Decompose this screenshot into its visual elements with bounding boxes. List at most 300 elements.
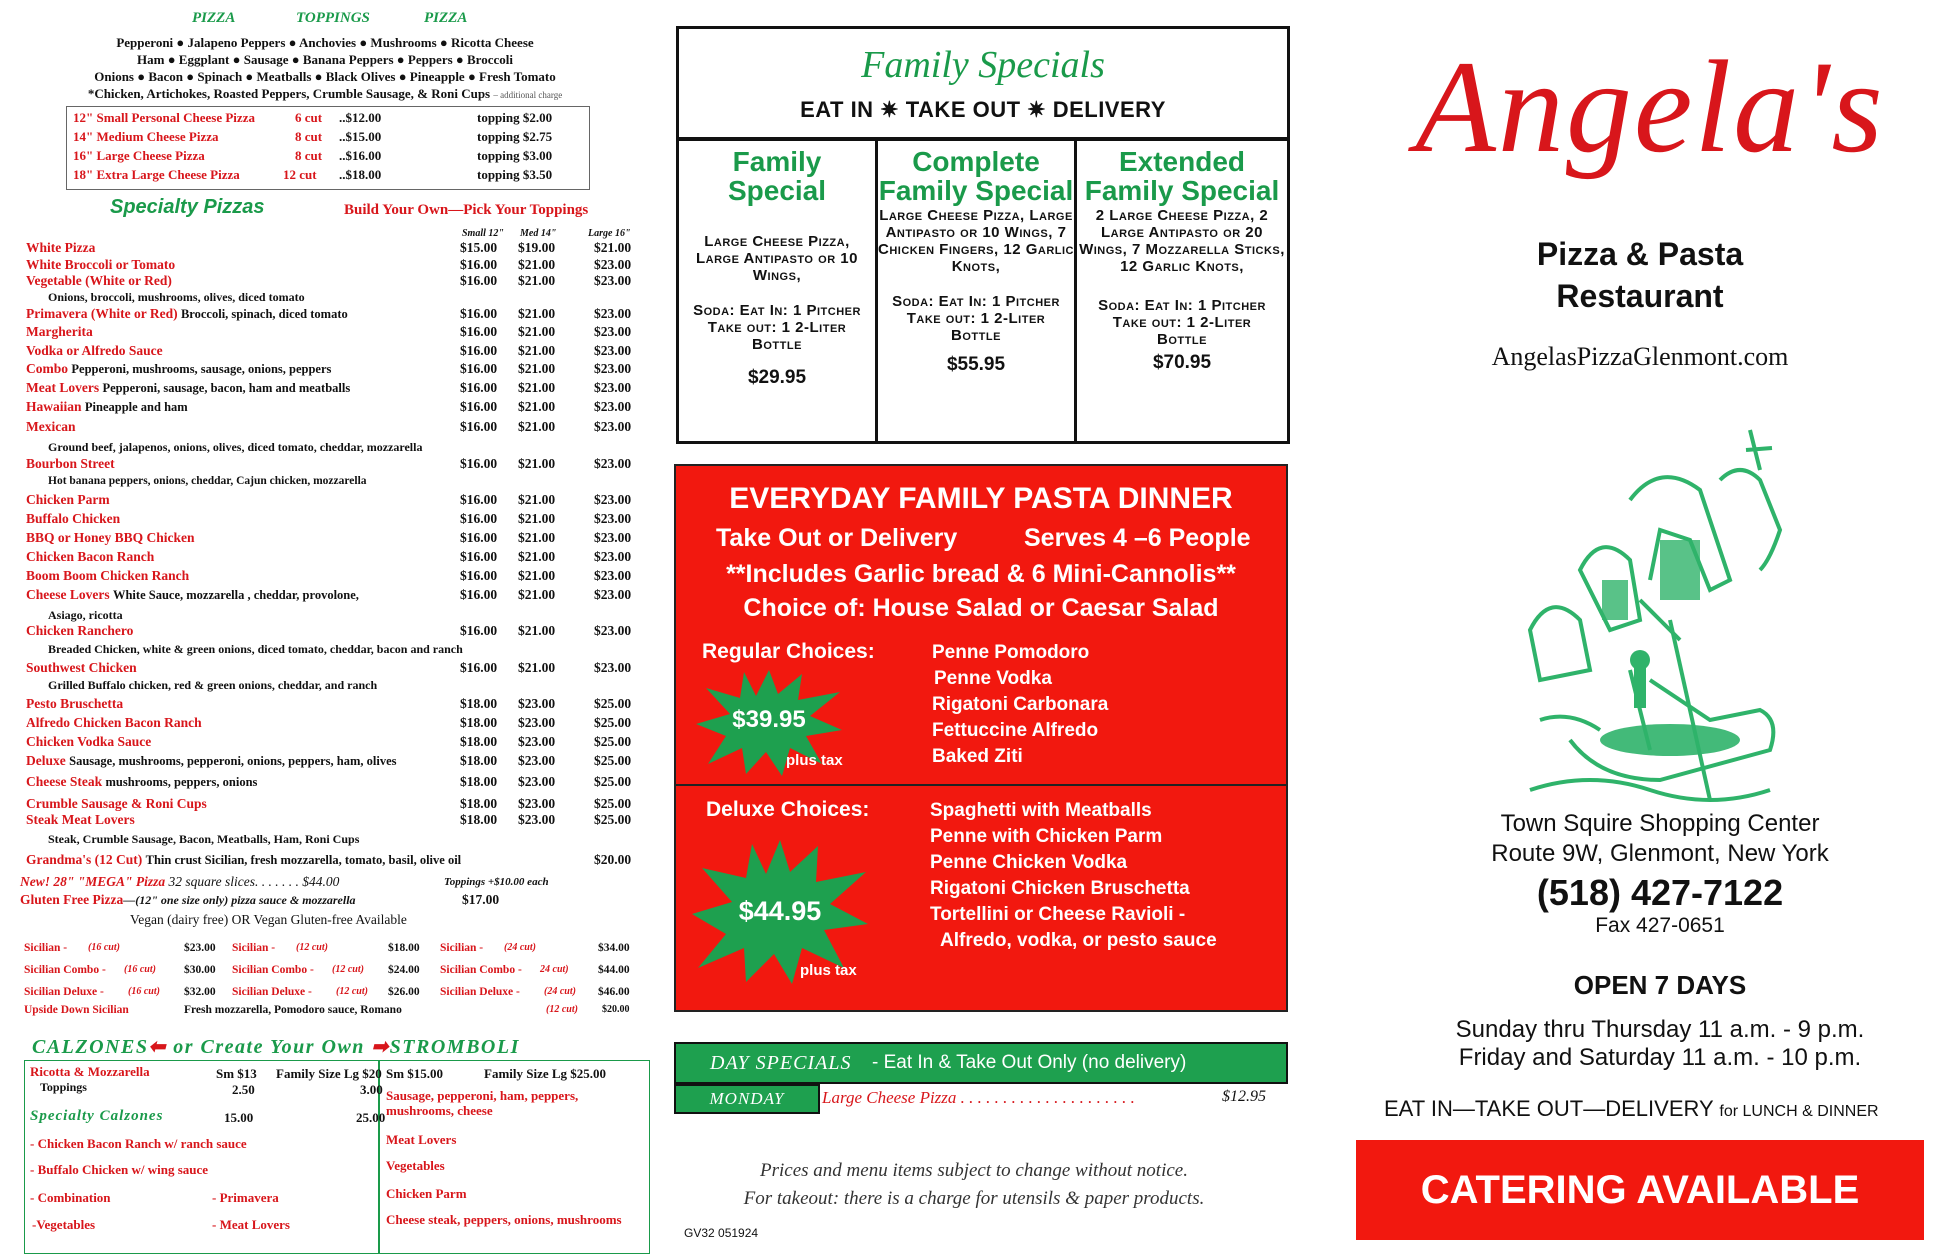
size-row [73,110,583,128]
item-price: $23.00 [594,568,632,583]
size-price: ..$12.00 [339,110,382,125]
calzone-item: - Primavera [212,1190,279,1205]
monday-label: MONDAY [674,1084,820,1114]
item-price: $16.00 [460,324,498,339]
item-name: BBQ or Honey BBQ Chicken [26,530,195,545]
item-cut: (16 cut) [88,942,120,953]
item-name: Deluxe [26,753,66,768]
special-body: 2 Large Cheese Pizza, 2 Large Antipasto or 20 Wings, 7 Mozzarella Sticks, 12 Garlic Knots, [1079,207,1285,275]
item-price: $23.00 [594,456,632,471]
item-description: Steak, Crumble Sausage, Bacon, Meatballs, Ham, Roni Cups [48,832,360,846]
item-name: Hawaiian [26,399,82,414]
item-price: $21.00 [518,511,556,526]
calzone-item: -Vegetables [32,1217,96,1232]
item-name: Chicken Vodka Sauce [26,734,152,749]
item-price: $17.00 [462,892,500,907]
size-cut: 8 cut [295,129,323,144]
item-cut: (12 cut) [296,942,328,953]
size-name: 16" Large Cheese Pizza [73,148,205,163]
item-name: Sicilian - [440,942,484,954]
item-price: $16.00 [460,587,498,602]
create-own-label: or Create Your Own [173,1036,365,1058]
item-price: $25.00 [594,734,632,749]
size-row [73,167,583,185]
item-price: $23.00 [518,774,556,789]
item-price: $16.00 [460,273,498,288]
item-price: $23.00 [594,419,632,434]
item-price: $16.00 [460,343,498,358]
plus-tax: plus tax [800,962,857,979]
item-description: Onions, broccoli, mushrooms, olives, diced tomato [48,290,305,304]
item-name: Pesto Bruschetta [26,696,124,711]
item-price: $23.00 [594,306,632,321]
special-price: $29.95 [747,367,807,388]
item-name: Combo [26,361,69,376]
family-specials-header [676,26,1290,140]
pasta-includes: **Includes Garlic bread & 6 Mini-Cannolis** [726,560,1236,588]
item-name: Crumble Sausage & Roni Cups [26,796,207,811]
item-name: Sicilian Deluxe - [232,986,312,998]
specialty-pizza-row [26,623,646,641]
pasta-option: Penne with Chicken Parm [930,826,1163,847]
item-price: $23.00 [518,796,556,811]
item-desc: Pepperoni, sausage, bacon, ham and meatballs [102,381,351,395]
pasta-option: Penne Chicken Vodka [930,852,1128,873]
family-specials-subtitle: EAT IN ✷ TAKE OUT ✷ DELIVERY [800,97,1166,122]
item-price: $16.00 [460,419,498,434]
phone-number: (518) 427-7122 [1536,872,1784,913]
size-topping: topping $2.75 [477,129,553,144]
stromboli-item: Meat Lovers [386,1132,457,1147]
size-cut: 12 cut [283,167,317,182]
item-price: $16.00 [460,549,498,564]
item-price: $23.00 [594,399,632,414]
item-price: $16.00 [460,492,498,507]
calzone-item: - Combination [30,1190,111,1205]
item-name: Bourbon Street [26,456,115,471]
special-heading: Complete Family Special [878,146,1074,206]
item-name: Cheese Steak [26,774,103,789]
item-price: $16.00 [460,511,498,526]
item-price: $16.00 [460,257,498,272]
arrow-right-icon: ➡ [371,1036,390,1058]
item-price: $16.00 [460,660,498,675]
size-price: ..$18.00 [339,167,382,182]
special-body: Large Cheese Pizza, Large Antipasto or 10 Wings, 7 Chicken Fingers, 12 Garlic Knots, [878,207,1074,275]
specialty-pizza-row [26,812,646,830]
item-price: $21.00 [518,549,556,564]
regular-choices-label: Regular Choices: [702,640,875,663]
specialty-pizza-row [26,549,646,567]
item-price: $25.00 [594,715,632,730]
item-price: $18.00 [460,796,498,811]
item-name: White Broccoli or Tomato [26,257,176,272]
special-soda: Soda: Eat In: 1 Pitcher Take out: 1 2-Liter Bottle [693,302,861,353]
item-name: Sicilian - [24,942,68,954]
item-cut: (16 cut) [128,986,160,997]
item-price: $21.00 [518,306,556,321]
calzone-sm: Sm $13 [216,1066,257,1081]
stromboli-item: Cheese steak, peppers, onions, mushrooms [386,1212,622,1227]
calzone-fam: Family Size Lg $20 [276,1066,382,1081]
item-price: $18.00 [460,696,498,711]
address-line-2: Route 9W, Glenmont, New York [1491,840,1829,867]
calzone-ricotta: Ricotta & Mozzarella [30,1064,150,1079]
item-price: $16.00 [460,530,498,545]
pizza-menu-column [0,0,650,1258]
grandma-pizza [26,852,646,870]
item-desc: Pineapple and ham [84,400,188,414]
specialty-pizza-row [26,530,646,548]
item-desc: Broccoli, spinach, diced tomato [180,307,348,321]
pasta-serves: Serves 4 –6 People [1024,524,1251,552]
specialty-pizza-row [26,361,646,379]
item-name: New! 28" "MEGA" Pizza [20,874,166,889]
item-price: $16.00 [460,623,498,638]
item-price: $18.00 [460,774,498,789]
deluxe-price: $44.95 [738,896,822,926]
additional-charge-note: – additional charge [493,90,563,100]
item-price: $44.00 [598,964,630,976]
item-price: $18.00 [460,715,498,730]
calzone-toppings: Toppings [40,1080,87,1094]
gluten-free-pizza [20,892,640,910]
item-price: $26.00 [388,986,420,998]
item-price: $23.00 [518,753,556,768]
family-specials-grid [676,138,1290,444]
regular-price: $39.95 [732,706,806,733]
special-price: $55.95 [946,354,1006,375]
item-price: $23.00 [594,257,632,272]
item-desc: Fresh mozzarella, Pomodoro sauce, Romano [184,1004,402,1016]
item-name: Mexican [26,419,76,434]
size-name: 14" Medium Cheese Pizza [73,129,219,144]
item-name: Grandma's (12 Cut) [26,852,143,867]
calzone-item: - Meat Lovers [212,1217,290,1232]
specialty-pizza-row [26,696,646,714]
eat-in-take-out-delivery: EAT IN—TAKE OUT—DELIVERY [1384,1096,1714,1121]
special-body: Large Cheese Pizza, Large Antipasto or 10 Wings, [695,233,858,284]
item-price: $23.00 [594,623,632,638]
calzones-title [32,1034,520,1059]
item-name: Primavera (White or Red) [26,306,178,321]
size-row [73,148,583,166]
item-name: Cheese Lovers [26,587,110,602]
item-name: Upside Down Sicilian [24,1004,129,1016]
item-price: $21.00 [518,587,556,602]
toppings-line-4 [0,85,650,104]
item-price: $21.00 [518,399,556,414]
day-specials-note: - Eat In & Take Out Only (no delivery) [872,1052,1187,1073]
specialty-pizzas-title: Specialty Pizzas [110,196,265,218]
item-price: $16.00 [460,306,498,321]
calzone-sm-top: 2.50 [232,1082,255,1097]
sicilian-row [24,986,644,1002]
item-price: $23.00 [594,660,632,675]
item-price: $23.00 [594,511,632,526]
stromboli-fam: Family Size Lg $25.00 [484,1066,607,1081]
item-name: Chicken Parm [26,492,110,507]
item-cut: (12 cut) [332,964,364,975]
item-price: $21.00 [594,240,632,255]
item-price: $23.00 [594,492,632,507]
item-desc: Pepperoni, mushrooms, sausage, onions, peppers [71,362,332,376]
item-price: $18.00 [460,753,498,768]
item-name: Alfredo Chicken Bacon Ranch [26,715,202,730]
item-price: $21.00 [518,324,556,339]
calzones-label: CALZONES [32,1036,149,1058]
item-name: Boom Boom Chicken Ranch [26,568,190,583]
special-soda: Soda: Eat In: 1 Pitcher Take out: 1 2-Liter Bottle [1098,297,1266,348]
item-desc: Thin crust Sicilian, fresh mozzarella, tomato, basil, olive oil [145,853,462,867]
item-price: $23.00 [594,273,632,288]
pasta-option: Rigatoni Chicken Bruschetta [930,878,1190,899]
specialty-pizza-row [26,753,646,771]
specialty-pizza-row [26,380,646,398]
toppings-line-2: Ham ● Eggplant ● Sausage ● Banana Peppers ● Peppers ● Broccoli [137,52,513,67]
arrow-left-icon: ⬅ [148,1036,167,1058]
stromboli-item: Vegetables [386,1158,445,1173]
size-price: ..$16.00 [339,148,382,163]
item-name: Chicken Ranchero [26,623,134,638]
takeout-notice: For takeout: there is a charge for utensils & paper products. [743,1188,1205,1209]
angelas-logo: Angela's [1415,33,1885,180]
item-name: Gluten Free Pizza [20,892,124,907]
vegan-note: Vegan (dairy free) OR Vegan Gluten-free Available [130,912,407,927]
special-heading: Family Special [727,146,827,206]
specialty-pizza-row [26,273,646,291]
item-price: $23.00 [518,734,556,749]
size-head-med: Med 14" [520,228,557,239]
pasta-takeout: Take Out or Delivery [716,524,958,552]
item-name: Buffalo Chicken [26,511,121,526]
item-price: $19.00 [518,240,556,255]
item-price: $21.00 [518,257,556,272]
specialty-pizza-row [26,734,646,752]
day-specials-label: DAY SPECIALS [710,1052,852,1074]
sicilian-row [24,942,644,958]
pasta-divider [676,784,1286,786]
premium-toppings: *Chicken, Artichokes, Roasted Peppers, Crumble Sausage, & Roni Cups [87,86,491,101]
calzone-fam-top: 3.00 [360,1082,383,1097]
open-7-days: OPEN 7 DAYS [1573,970,1747,1000]
specialty-pizza-row [26,511,646,529]
pasta-option: Alfredo, vodka, or pesto sauce [940,930,1217,951]
item-name: Margherita [26,324,93,339]
item-desc: 32 square slices. . . . . . . $44.00 [168,874,340,889]
item-price: $21.00 [518,273,556,288]
specialty-pizza-row [26,774,646,792]
item-price: $21.00 [518,343,556,358]
item-price: $34.00 [598,942,630,954]
calzone-sm-spec: 15.00 [224,1110,254,1125]
size-price: ..$15.00 [339,129,382,144]
item-name: White Pizza [26,240,96,255]
specialty-pizza-row [26,456,646,474]
size-head-small: Small 12" [462,228,504,239]
specialty-pizza-row [26,324,646,342]
day-specials-bar [674,1042,1288,1084]
item-description: Ground beef, jalapenos, onions, olives, diced tomato, cheddar, mozzarella [48,440,423,454]
item-price: $23.00 [184,942,216,954]
item-price: $20.00 [594,852,632,867]
mega-toppings: Toppings +$10.00 each [444,876,549,888]
specialty-pizza-row [26,343,646,361]
item-price: $21.00 [518,456,556,471]
item-price: $23.00 [594,380,632,395]
item-price: $21.00 [518,530,556,545]
specialty-pizza-row [26,492,646,510]
item-price: $25.00 [594,696,632,711]
build-your-own-title: Build Your Own—Pick Your Toppings [344,202,589,218]
item-price: $23.00 [594,343,632,358]
item-price: $23.00 [518,696,556,711]
specialty-pizza-row [26,419,646,437]
specialty-pizza-row [26,240,646,258]
item-price: $21.00 [518,568,556,583]
item-cut: 24 cut) [540,964,569,975]
specialty-calzones: Specialty Calzones [30,1108,164,1124]
mega-pizza [20,874,640,892]
family-specials-title: Family Specials [861,44,1105,86]
size-topping: topping $3.50 [477,167,553,182]
item-cut: (12 cut) [546,1004,578,1015]
calzone-item: - Buffalo Chicken w/ wing sauce [30,1162,209,1177]
item-cut: (12 cut) [336,986,368,997]
catering-banner: CATERING AVAILABLE [1356,1140,1924,1240]
item-price: $23.00 [594,530,632,545]
pizza-heading: PIZZA [192,10,236,26]
size-topping: topping $2.00 [477,110,553,125]
hours-weekend: Friday and Saturday 11 a.m. - 10 p.m. [1458,1044,1862,1071]
deluxe-choices-label: Deluxe Choices: [706,798,870,821]
item-price: $21.00 [518,419,556,434]
item-price: $20.00 [602,1004,630,1015]
pasta-choice: Choice of: House Salad or Caesar Salad [743,594,1219,622]
item-price: $23.00 [594,549,632,564]
sicilian-row [24,964,644,980]
pasta-title: EVERYDAY FAMILY PASTA DINNER [729,482,1233,515]
item-price: $21.00 [518,361,556,376]
pasta-option: Spaghetti with Meatballs [930,800,1152,821]
family-special-card [878,141,1077,441]
specialty-pizza-row [26,715,646,733]
item-name: Chicken Bacon Ranch [26,549,155,564]
item-cut: (24 cut) [544,986,576,997]
item-price: $18.00 [460,812,498,827]
item-price: $23.00 [594,361,632,376]
item-name: Sicilian - [232,942,276,954]
item-price: $30.00 [184,964,216,976]
monday-price: $12.95 [1222,1088,1266,1105]
item-price: $16.00 [460,568,498,583]
toppings-list [0,34,650,104]
specialty-pizza-row [26,587,646,605]
upside-down-sicilian [24,1004,644,1020]
item-price: $15.00 [460,240,498,255]
special-soda: Soda: Eat In: 1 Pitcher Take out: 1 2-Liter Bottle [892,293,1060,344]
specialty-pizza-row [26,568,646,586]
menu-code: GV32 051924 [684,1226,759,1240]
lunch-dinner: for LUNCH & DINNER [1719,1103,1879,1120]
item-price: $23.00 [518,715,556,730]
stromboli-item: Chicken Parm [386,1186,467,1201]
item-price: $21.00 [518,623,556,638]
item-price: $18.00 [388,942,420,954]
calzone-item: - Chicken Bacon Ranch w/ ranch sauce [30,1136,247,1151]
item-desc: mushrooms, peppers, onions [105,775,258,789]
item-price: $23.00 [594,324,632,339]
monday-special: Large Cheese Pizza . . . . . . . . . . . . . . . . . . . . . [822,1088,1135,1107]
item-name: Sicilian Deluxe - [24,986,104,998]
stromboli-item: Sausage, pepperoni, ham, peppers, mushrooms, cheese [386,1088,579,1118]
pizza-heading-2: PIZZA [424,10,468,26]
venice-gondola-illustration [1510,420,1790,810]
stromboli-label: STROMBOLI [389,1036,520,1058]
item-name: Vegetable (White or Red) [26,273,172,288]
item-price: $32.00 [184,986,216,998]
toppings-line-1: Pepperoni ● Jalapeno Peppers ● Anchovies ● Mushrooms ● Ricotta Cheese [116,35,534,50]
item-price: $25.00 [594,796,632,811]
pasta-option: Penne Pomodoro [932,642,1090,663]
item-price: $25.00 [594,812,632,827]
item-name: Sicilian Combo - [440,964,522,976]
item-price: $23.00 [518,812,556,827]
pizza-sizes-box [66,106,590,190]
plus-tax: plus tax [786,752,843,769]
item-name: Sicilian Combo - [24,964,106,976]
website-url: AngelasPizzaGlenmont.com [1491,342,1789,371]
specialty-pizza-row [26,399,646,417]
special-price: $70.95 [1152,352,1212,373]
address-line-1: Town Squire Shopping Center [1500,810,1820,837]
item-cut: (16 cut) [124,964,156,975]
item-price: $18.00 [460,734,498,749]
item-desc: —(12" one size only) pizza sauce & mozzarella [123,893,356,907]
pasta-option: Tortellini or Cheese Ravioli - [930,904,1186,925]
family-special-card [1077,141,1287,441]
item-description: Grilled Buffalo chicken, red & green onions, cheddar, and ranch [48,678,378,692]
item-price: $24.00 [388,964,420,976]
size-topping: topping $3.00 [477,148,553,163]
specialty-pizza-row [26,660,646,678]
calzone-fam-spec: 25.00 [356,1110,386,1125]
item-desc: White Sauce, mozzarella , cheddar, provolone, [112,588,359,602]
fax-number: Fax 427-0651 [1595,914,1725,937]
item-description: Asiago, ricotta [48,608,123,622]
item-price: $16.00 [460,380,498,395]
service-options [1384,1096,1924,1122]
item-name: Steak Meat Lovers [26,812,135,827]
pasta-option: Rigatoni Carbonara [932,694,1109,715]
item-price: $25.00 [594,774,632,789]
item-cut: (24 cut) [504,942,536,953]
item-description: Hot banana peppers, onions, cheddar, Cajun chicken, mozzarella [48,475,367,487]
item-price: $16.00 [460,456,498,471]
size-name: 12" Small Personal Cheese Pizza [73,110,255,125]
item-desc: Sausage, mushrooms, pepperoni, onions, peppers, ham, olives [69,754,397,768]
size-name: 18" Extra Large Cheese Pizza [73,167,240,182]
item-price: $21.00 [518,380,556,395]
stromboli-sm: Sm $15.00 [386,1066,444,1081]
item-name: Vodka or Alfredo Sauce [26,343,163,358]
pasta-option: Fettuccine Alfredo [932,720,1099,741]
item-price: $23.00 [594,587,632,602]
toppings-heading: TOPPINGS [296,10,370,26]
size-head-large: Large 16" [588,228,631,239]
restaurant-subtitle-1: Pizza & Pasta [1536,236,1744,272]
hours-weekday: Sunday thru Thursday 11 a.m. - 9 p.m. [1455,1016,1865,1043]
